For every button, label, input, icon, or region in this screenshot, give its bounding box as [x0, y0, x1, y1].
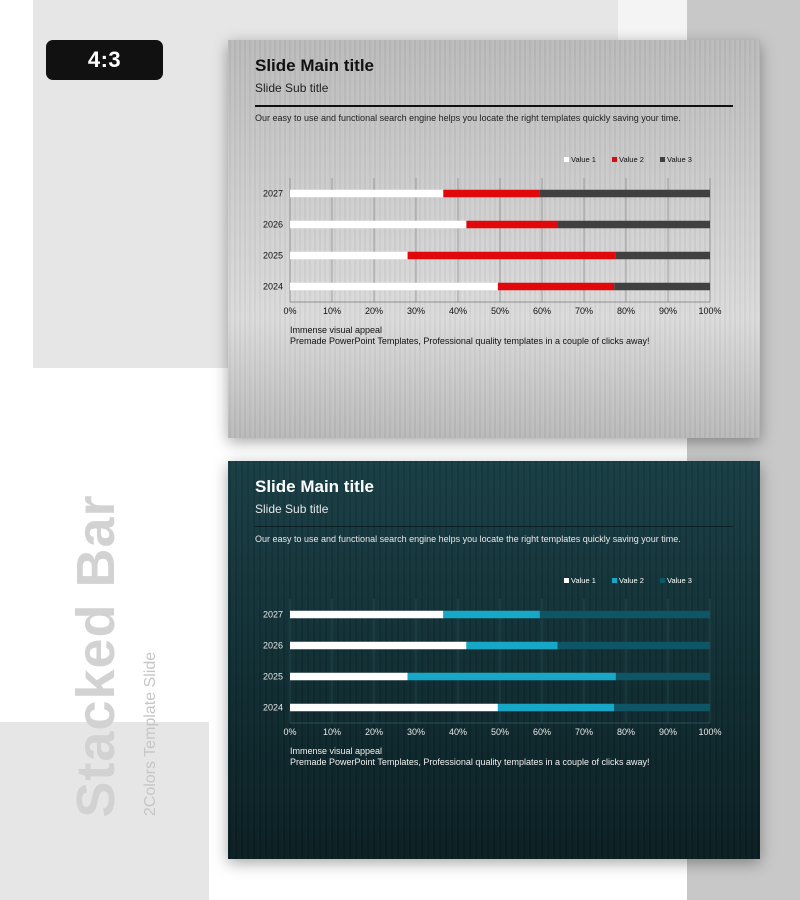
- x-tick-label: 90%: [658, 727, 678, 737]
- legend-label: Value 3: [667, 155, 692, 164]
- bar-segment: [558, 642, 710, 650]
- x-tick-label: 70%: [574, 727, 594, 737]
- x-tick-label: 30%: [406, 727, 426, 737]
- stacked-bar-chart: [228, 40, 760, 438]
- slide-light: [228, 40, 760, 438]
- bar-segment: [290, 221, 466, 229]
- x-tick-label: 80%: [616, 306, 636, 316]
- footer-body: Premade PowerPoint Templates, Professional quality templates in a couple of clicks away!: [290, 335, 650, 346]
- footer-body: Premade PowerPoint Templates, Professional quality templates in a couple of clicks away!: [290, 756, 650, 767]
- x-tick-label: 20%: [364, 306, 384, 316]
- legend-label: Value 2: [619, 576, 644, 585]
- slide-description: Our easy to use and functional search engine helps you locate the right templates quickly saving your time.: [255, 534, 681, 544]
- legend-label: Value 1: [571, 155, 596, 164]
- bar-segment: [408, 673, 616, 681]
- x-tick-label: 30%: [406, 306, 426, 316]
- bar-segment: [290, 190, 443, 198]
- template-title: Stacked Bar: [66, 494, 126, 818]
- x-tick-label: 90%: [658, 306, 678, 316]
- legend-swatch: [660, 578, 665, 583]
- bar-segment: [498, 704, 614, 712]
- x-tick-label: 60%: [532, 306, 552, 316]
- bar-segment: [290, 642, 466, 650]
- bar-segment: [443, 611, 540, 619]
- bar-segment: [466, 221, 557, 229]
- x-tick-label: 70%: [574, 306, 594, 316]
- bar-segment: [498, 283, 614, 291]
- bar-segment: [290, 283, 498, 291]
- legend-label: Value 2: [619, 155, 644, 164]
- slide-subtitle: Slide Sub title: [255, 81, 329, 95]
- x-tick-label: 10%: [322, 306, 342, 316]
- y-tick-label: 2024: [262, 702, 283, 713]
- bar-segment: [408, 252, 616, 260]
- bar-segment: [290, 704, 498, 712]
- y-tick-label: 2026: [262, 219, 283, 230]
- legend-label: Value 3: [667, 576, 692, 585]
- slide-subtitle: Slide Sub title: [255, 502, 329, 516]
- y-tick-label: 2024: [262, 281, 283, 292]
- bar-segment: [616, 673, 710, 681]
- bar-segment: [614, 283, 710, 291]
- x-tick-label: 100%: [698, 727, 722, 737]
- x-tick-label: 40%: [448, 306, 468, 316]
- y-tick-label: 2026: [262, 640, 283, 651]
- x-tick-label: 0%: [283, 306, 297, 316]
- bar-segment: [540, 611, 710, 619]
- x-tick-label: 40%: [448, 727, 468, 737]
- bar-segment: [558, 221, 710, 229]
- x-tick-label: 50%: [490, 306, 510, 316]
- x-tick-label: 0%: [283, 727, 297, 737]
- bar-segment: [290, 673, 408, 681]
- legend-swatch: [612, 157, 617, 162]
- slide-dark: [228, 461, 760, 859]
- bar-segment: [443, 190, 540, 198]
- legend-swatch: [612, 578, 617, 583]
- footer-heading: Immense visual appeal: [290, 746, 383, 756]
- legend-swatch: [564, 578, 569, 583]
- slide-title: Slide Main title: [255, 477, 375, 496]
- bar-segment: [540, 190, 710, 198]
- x-tick-label: 20%: [364, 727, 384, 737]
- y-tick-label: 2027: [262, 609, 283, 620]
- x-tick-label: 10%: [322, 727, 342, 737]
- y-tick-label: 2025: [262, 250, 283, 261]
- legend-label: Value 1: [571, 576, 596, 585]
- x-tick-label: 100%: [698, 306, 722, 316]
- y-tick-label: 2025: [262, 671, 283, 682]
- bar-segment: [466, 642, 557, 650]
- x-tick-label: 60%: [532, 727, 552, 737]
- template-subtitle: 2Colors Template Slide: [142, 651, 159, 817]
- slide-footer-text: [290, 325, 650, 346]
- footer-heading: Immense visual appeal: [290, 325, 383, 335]
- legend-swatch: [564, 157, 569, 162]
- x-tick-label: 80%: [616, 727, 636, 737]
- stacked-bar-chart: [228, 461, 760, 859]
- x-tick-label: 50%: [490, 727, 510, 737]
- bar-segment: [616, 252, 710, 260]
- aspect-ratio-badge: 4:3: [46, 40, 163, 80]
- bar-segment: [290, 252, 408, 260]
- slide-title: Slide Main title: [255, 56, 375, 75]
- legend-swatch: [660, 157, 665, 162]
- bar-segment: [614, 704, 710, 712]
- slide-description: Our easy to use and functional search engine helps you locate the right templates quickly saving your time.: [255, 113, 681, 123]
- slide-footer-text: [290, 746, 650, 767]
- y-tick-label: 2027: [262, 188, 283, 199]
- bar-segment: [290, 611, 443, 619]
